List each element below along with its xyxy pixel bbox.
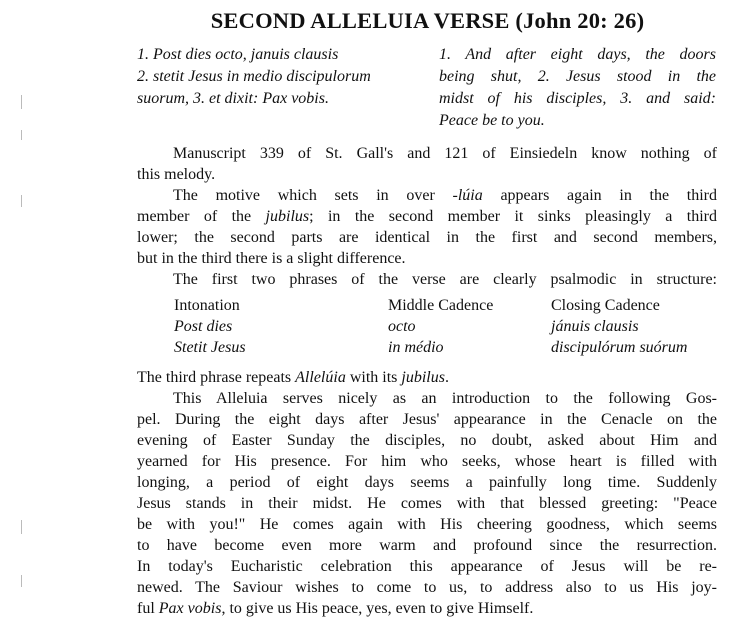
english-verse-line: Peace be to you.: [439, 112, 545, 129]
paragraph-line: pel. During the eight days after Jesus' appearance in the Cenacle on the: [137, 411, 717, 428]
margin-scan-mark: [21, 195, 22, 207]
paragraph-line: This Alleluia serves nicely as an introduction to the following Gos-: [173, 390, 717, 407]
paragraph-line: to have become even more warm and profound since the resurrection.: [137, 537, 717, 554]
paragraph-manuscripts: [137, 143, 717, 185]
english-verse-line: midst of his disciples, 3. and said:: [439, 90, 716, 107]
paragraph-line: evening of Easter Sunday the disciples, no doubt, asked about Him and: [137, 432, 717, 449]
table-cell: Stetit Jesus: [174, 339, 246, 356]
paragraph-line: The motive which sets in over -lúia appears again in the third: [173, 187, 717, 204]
paragraph-motive: [137, 185, 717, 290]
latin-verse-line: 2. stetit Jesus in medio discipulorum: [137, 68, 371, 85]
paragraph-line: this melody.: [137, 166, 216, 183]
table-header: Middle Cadence: [388, 297, 494, 314]
paragraph-line: newed. The Saviour wishes to come to us, to address also to us His joy-: [137, 579, 717, 596]
table-cell: Post dies: [174, 318, 233, 335]
latin-verse: [137, 44, 429, 110]
page-title: SECOND ALLELUIA VERSE (John 20: 26): [210, 8, 645, 33]
table-cell: in médio: [388, 339, 444, 356]
paragraph-line: longing, a period of eight days seems a painfully long time. Suddenly: [137, 474, 717, 491]
table-header: Closing Cadence: [551, 297, 660, 314]
paragraph-line: The first two phrases of the verse are clearly psalmodic in structure:: [173, 271, 717, 288]
paragraph-line: be with you!" He comes again with His cheering goodness, which seems: [137, 516, 717, 533]
english-verse-line: being shut, 2. Jesus stood in the: [439, 68, 716, 85]
margin-scan-mark: [21, 575, 22, 587]
paragraph-line: Jesus stands in their midst. He comes with that blessed greeting: "Peace: [137, 495, 717, 512]
paragraph-line: member of the jubilus; in the second member it sinks pleasingly a third: [137, 208, 717, 225]
paragraph-line: Manuscript 339 of St. Gall's and 121 of Einsiedeln know nothing of: [173, 145, 717, 162]
paragraph-line: but in the third there is a slight difference.: [137, 250, 406, 267]
margin-scan-mark: [21, 520, 22, 534]
paragraph-line: ful Pax vobis, to give us His peace, yes, even to give Himself.: [137, 600, 534, 617]
paragraph-line: lower; the second parts are identical in the first and second members,: [137, 229, 717, 246]
margin-scan-mark: [21, 130, 22, 140]
paragraph-line: The third phrase repeats Allelúia with its jubilus.: [137, 369, 449, 386]
english-verse: [439, 44, 716, 132]
latin-verse-line: suorum, 3. et dixit: Pax vobis.: [137, 90, 329, 107]
table-header: Intonation: [174, 297, 240, 314]
paragraph-line: yearned for His presence. For him who seeks, whose heart is filled with: [137, 453, 717, 470]
paragraph-line: In today's Eucharistic celebration this appearance of Jesus will be re-: [137, 558, 717, 575]
table-cell: discipulórum suórum: [551, 339, 688, 356]
english-verse-line: 1. And after eight days, the doors: [439, 46, 716, 63]
paragraph-introduction: [137, 388, 717, 619]
table-cell: octo: [388, 318, 416, 335]
latin-verse-line: 1. Post dies octo, januis clausis: [137, 46, 339, 63]
table-cell: jánuis clausis: [551, 318, 639, 335]
margin-scan-mark: [21, 95, 22, 109]
paragraph-third-phrase: [137, 367, 717, 388]
